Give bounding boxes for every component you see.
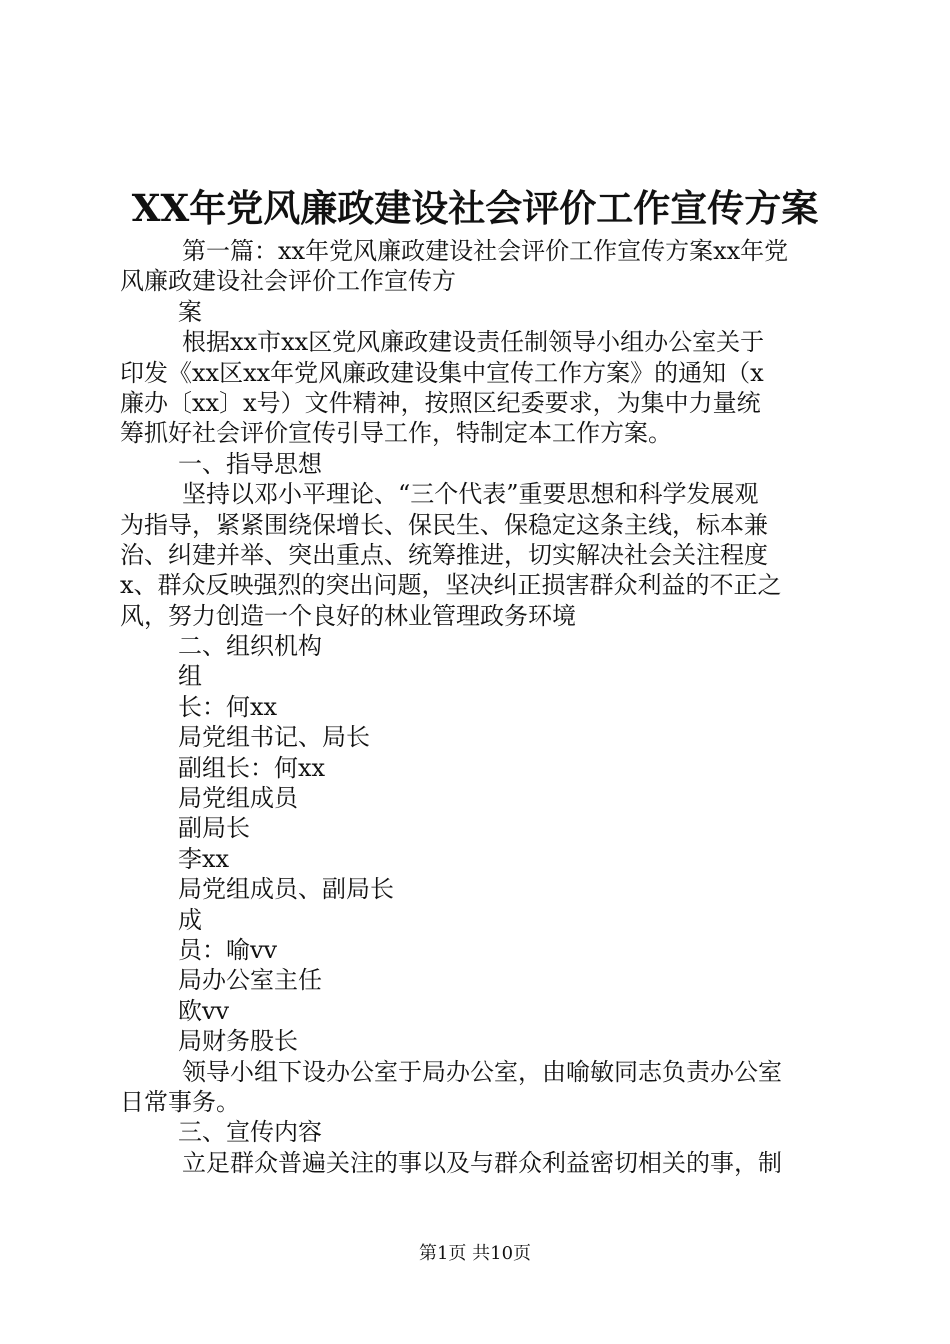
body-line: 筹抓好社会评价宣传引导工作，特制定本工作方案。 <box>120 419 672 448</box>
body-line: 风，努力创造一个良好的林业管理政务环境 <box>120 601 576 630</box>
body-line: 局财务股长 <box>178 1027 298 1056</box>
body-line: 副组长：何xx <box>178 753 326 782</box>
body-line: 组 <box>178 662 202 691</box>
body-line: 立足群众普遍关注的事以及与群众利益密切相关的事，制 <box>182 1148 782 1177</box>
body-line: 案 <box>178 297 202 326</box>
body-line: 根据xx市xx区党风廉政建设责任制领导小组办公室关于 <box>182 328 765 357</box>
body-line: 廉办〔xx〕x号）文件精神，按照区纪委要求，为集中力量统 <box>120 388 761 417</box>
body-line: x、群众反映强烈的突出问题，坚决纠正损害群众利益的不正之 <box>120 571 782 600</box>
body-line: 局办公室主任 <box>178 966 322 995</box>
body-line: 成 <box>178 905 202 934</box>
body-line: 第一篇：xx年党风廉政建设社会评价工作宣传方案xx年党 <box>182 237 789 265</box>
body-line: 日常事务。 <box>120 1087 240 1116</box>
body-line: 领导小组下设办公室于局办公室，由喻敏同志负责办公室 <box>182 1057 782 1086</box>
body-line: 二、组织机构 <box>178 632 322 661</box>
body-line: 欧vv <box>178 996 230 1025</box>
body-line: 副局长 <box>178 814 250 843</box>
body-line: 为指导，紧紧围绕保增长、保民生、保稳定这条主线，标本兼 <box>120 510 768 539</box>
body-line: 一、指导思想 <box>178 449 322 478</box>
body-line: 坚持以邓小平理论、“三个代表”重要思想和科学发展观 <box>182 480 759 509</box>
page-footer: 第1页 共10页 <box>418 1243 532 1264</box>
document-title: XX年党风廉政建设社会评价工作宣传方案 <box>131 186 819 230</box>
body-line: 治、纠建并举、突出重点、统筹推进，切实解决社会关注程度 <box>120 540 768 569</box>
body-line: 长：何xx <box>178 692 278 721</box>
body-line: 风廉政建设社会评价工作宣传方 <box>120 267 456 296</box>
body-line: 局党组成员 <box>178 784 298 813</box>
document-body <box>120 236 832 1178</box>
body-line: 局党组书记、局长 <box>178 723 370 752</box>
body-line: 李xx <box>178 844 230 873</box>
body-line: 员：喻vv <box>178 935 278 964</box>
body-line: 印发《xx区xx年党风廉政建设集中宣传工作方案》的通知（x <box>120 358 764 387</box>
body-line: 三、宣传内容 <box>178 1118 322 1147</box>
body-line: 局党组成员、副局长 <box>178 875 394 904</box>
